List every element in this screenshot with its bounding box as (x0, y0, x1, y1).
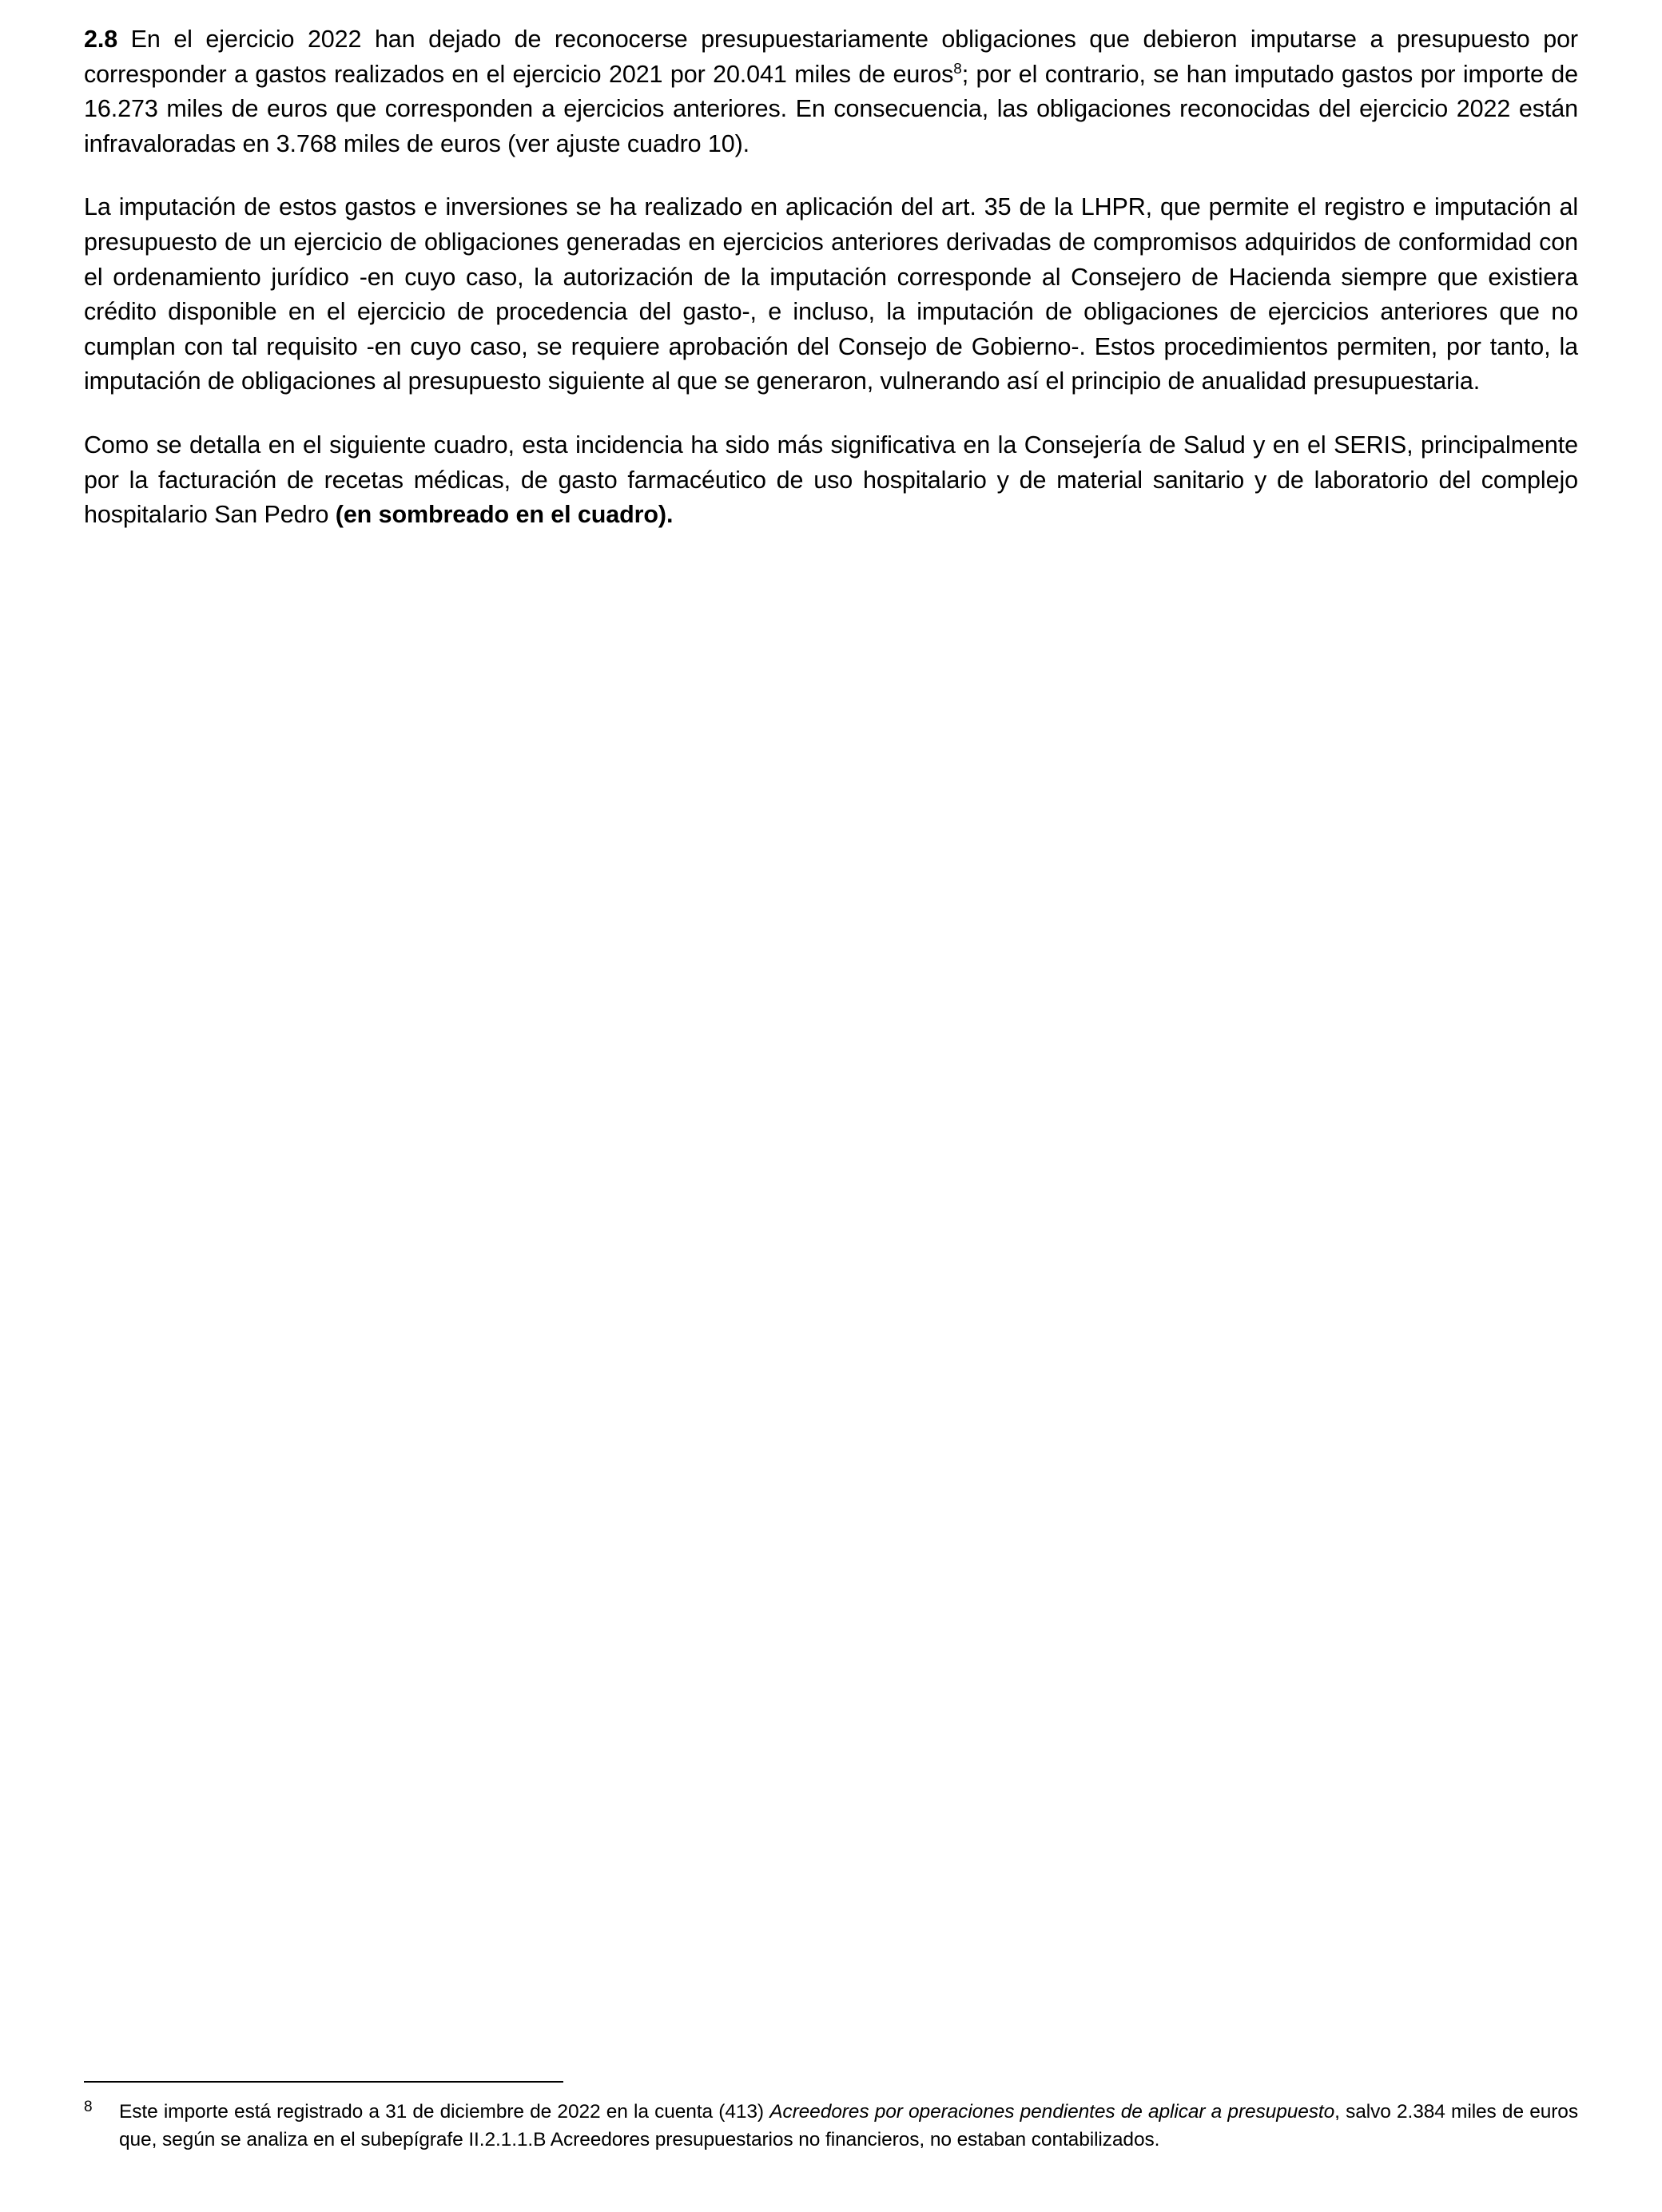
paragraph-imputacion (84, 190, 1578, 399)
footnote-8 (84, 2099, 1578, 2154)
footnote-area (84, 2081, 1578, 2154)
paragraph-number: 2.8 (84, 26, 118, 53)
footnote-text-part1: Este importe está registrado a 31 de diciembre de 2022 en la cuenta (413) (119, 2101, 770, 2123)
paragraph-cuadro-emphasis: (en sombreado en el cuadro). (335, 501, 674, 529)
paragraph-cuadro (84, 428, 1578, 533)
footnote-reference-8: 8 (953, 60, 962, 77)
footnote-account-title: Acreedores por operaciones pendientes de aplicar a presupuesto (769, 2101, 1335, 2123)
footnote-text-part2: , salvo 2.384 miles de euros que, según se analiza en el subepígrafe II.2.1.1.B Acreedores presupuestarios no financieros, no estaban contabilizados. (119, 2101, 1578, 2151)
footnote-marker: 8 (84, 2099, 93, 2116)
paragraph-cuadro-text: Como se detalla en el siguiente cuadro, esta incidencia ha sido más significativa en la Consejería de Salud y en el SERIS, principalmente por la facturación de recetas médicas, de gasto farmacéutico de uso hospitalario y de material sanitario y de laboratorio del complejo hospitalario San Pedro (84, 431, 1578, 529)
paragraph-imputacion-text: La imputación de estos gastos e inversiones se ha realizado en aplicación del art. 35 de la LHPR, que permite el registro e imputación al presupuesto de un ejercicio de obligaciones generadas en ejercicios anteriores derivadas de compromisos adquiridos de conformidad con el ordenamiento jurídico -en cuyo caso, la autorización de la imputación corresponde al Consejero de Hacienda siempre que existiera crédito disponible en el ejercicio de procedencia del gasto-, e incluso, la imputación de obligaciones de ejercicios anteriores que no cumplan con tal requisito -en cuyo caso, se requiere aprobación del Consejo de Gobierno-. Estos procedimientos permiten, por tanto, la imputación de obligaciones al presupuesto siguiente al que se generaron, vulnerando así el principio de anualidad presupuestaria. (84, 193, 1578, 395)
paragraph-2-8 (84, 22, 1578, 161)
paragraph-2-8-text-before-footnote: En el ejercicio 2022 han dejado de reconocerse presupuestariamente obligaciones que debieron imputarse a presupuesto por corresponder a gastos realizados en el ejercicio 2021 por 20.041 miles de euros (84, 26, 1578, 88)
paragraph-2-8-text-after-footnote: ; por el contrario, se han imputado gastos por importe de 16.273 miles de euros que corresponden a ejercicios anteriores. En consecuencia, las obligaciones reconocidas del ejercicio 2022 están infravaloradas en 3.768 miles de euros (ver ajuste cuadro 10). (84, 60, 1578, 157)
footnote-separator-rule (84, 2081, 563, 2083)
